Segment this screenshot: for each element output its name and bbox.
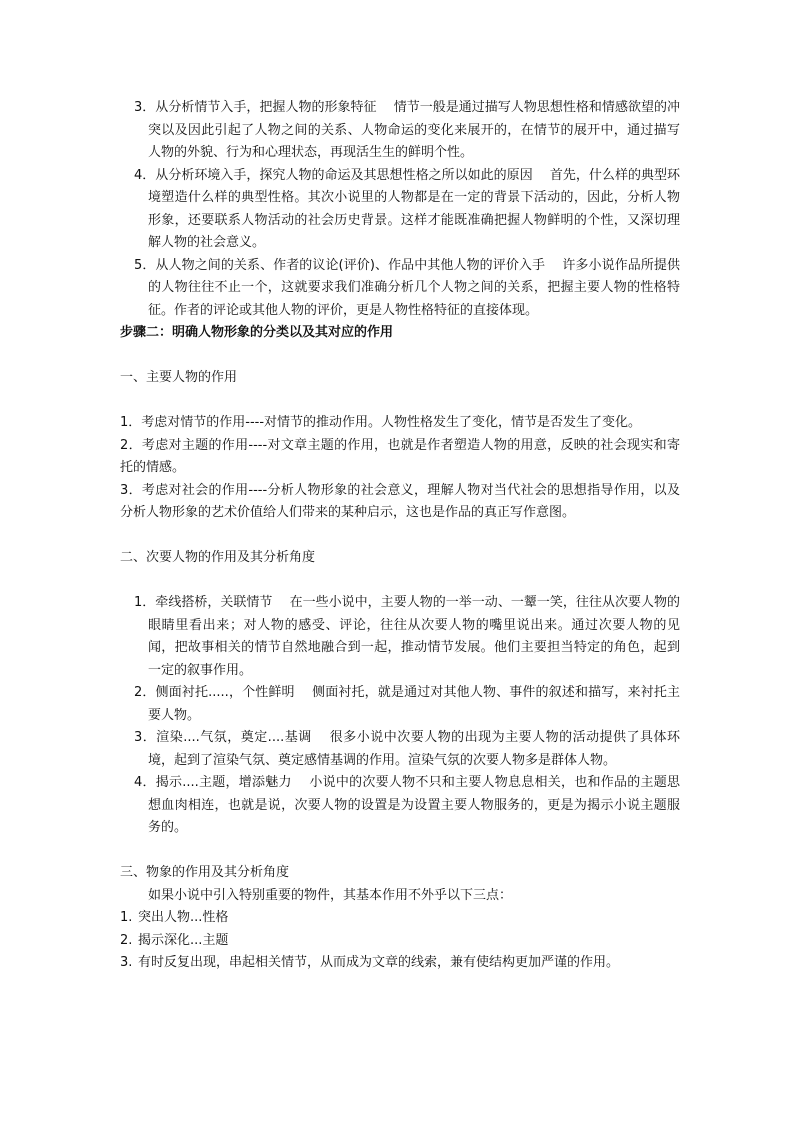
section2-item-3: 3．渲染....气氛，奠定....基调 很多小说中次要人物的出现为主要人物的活动提供了具体环境，起到了渲染气氛、奠定感情基调的作用。渲染气氛的次要人物多是群体人物。 (134, 730, 680, 768)
list-item-text: 揭示深化...主题 (138, 932, 229, 948)
section3-intro: 如果小说中引入特别重要的物件，其基本作用不外乎以下三点： (148, 887, 513, 903)
step2-heading: 步骤二：明确人物形象的分类以及其对应的作用 (120, 325, 394, 340)
spacer (120, 390, 680, 413)
section2-item-2: 2．侧面衬托.....，个性鲜明 侧面衬托，就是通过对其他人物、事件的叙述和描写，来衬托主要人物。 (134, 685, 680, 723)
section1-title: 一、主要人物的作用 (120, 370, 238, 385)
list-item-number: 1. (120, 910, 133, 925)
section1-item-2: 2．考虑对主题的作用----对文章主题的作用，也就是作者塑造人物的用意，反映的社会现实和寄托的情感。 (120, 437, 680, 475)
spacer (120, 345, 680, 368)
spacer (120, 570, 680, 593)
section2-title: 二、次要人物的作用及其分析角度 (120, 550, 316, 565)
section1-item-1: 1．考虑对情节的作用----对情节的推动作用。人物性格发生了变化，情节是否发生了变化。 (120, 415, 642, 430)
paragraph-method-3: 3．从分析情节入手，把握人物的形象特征 情节一般是通过描写人物思想性格和情感欲望的冲突以及因此引起了人物之间的关系、人物命运的变化来展开的，在情节的展开中，通过描写人物的外貌、行为和心理状态，再现活生生的鲜明个性。 (134, 100, 680, 160)
section3-title: 三、物象的作用及其分析角度 (120, 865, 290, 880)
section3-list (120, 907, 680, 975)
section2-item-4: 4．揭示....主题，增添魅力 小说中的次要人物不只和主要人物息息相关，也和作品的主题思想血肉相连，也就是说，次要人物的设置是为设置主要人物服务的，更是为揭示小说主题服务的。 (134, 775, 680, 835)
spacer (120, 525, 680, 548)
paragraph-method-5: 5．从人物之间的关系、作者的议论(评价)、作品中其他人物的评价入手 许多小说作品所提供的人物往往不止一个，这就要求我们准确分析几个人物之间的关系，把握主要人物的性格特征。作者的评论或其他人物的评价，更是人物性格特征的直接体现。 (134, 257, 680, 318)
list-item (120, 907, 680, 930)
list-item (120, 952, 680, 975)
list-item-text: 突出人物...性格 (138, 910, 229, 925)
document-body (120, 97, 680, 975)
list-item-number: 2. (120, 932, 133, 948)
list-item-number: 3. (120, 955, 133, 970)
paragraph-method-4: 4．从分析环境入手，探究人物的命运及其思想性格之所以如此的原因 首先，什么样的典型环境塑造什么样的典型性格。其次小说里的人物都是在一定的背景下活动的，因此，分析人物形象，还要联系人物活动的社会历史背景。这样才能既准确把握人物鲜明的个性，又深切理解人物的社会意义。 (134, 167, 680, 250)
spacer (120, 840, 680, 863)
section2-item-1: 1．牵线搭桥，关联情节 在一些小说中，主要人物的一举一动、一颦一笑，往往从次要人物的眼睛里看出来；对人物的感受、评论，往往从次要人物的嘴里说出来。通过次要人物的见闻，把故事相关的情节自然地融合到一起，推动情节发展。他们主要担当特定的角色，起到一定的叙事作用。 (134, 595, 680, 678)
list-item (120, 930, 680, 953)
section1-item-3: 3．考虑对社会的作用----分析人物形象的社会意义，理解人物对当代社会的思想指导作用，以及分析人物形象的艺术价值给人们带来的某种启示，这也是作品的真正写作意图。 (120, 482, 680, 520)
list-item-text: 有时反复出现，串起相关情节，从而成为文章的线索，兼有使结构更加严谨的作用。 (138, 955, 620, 970)
